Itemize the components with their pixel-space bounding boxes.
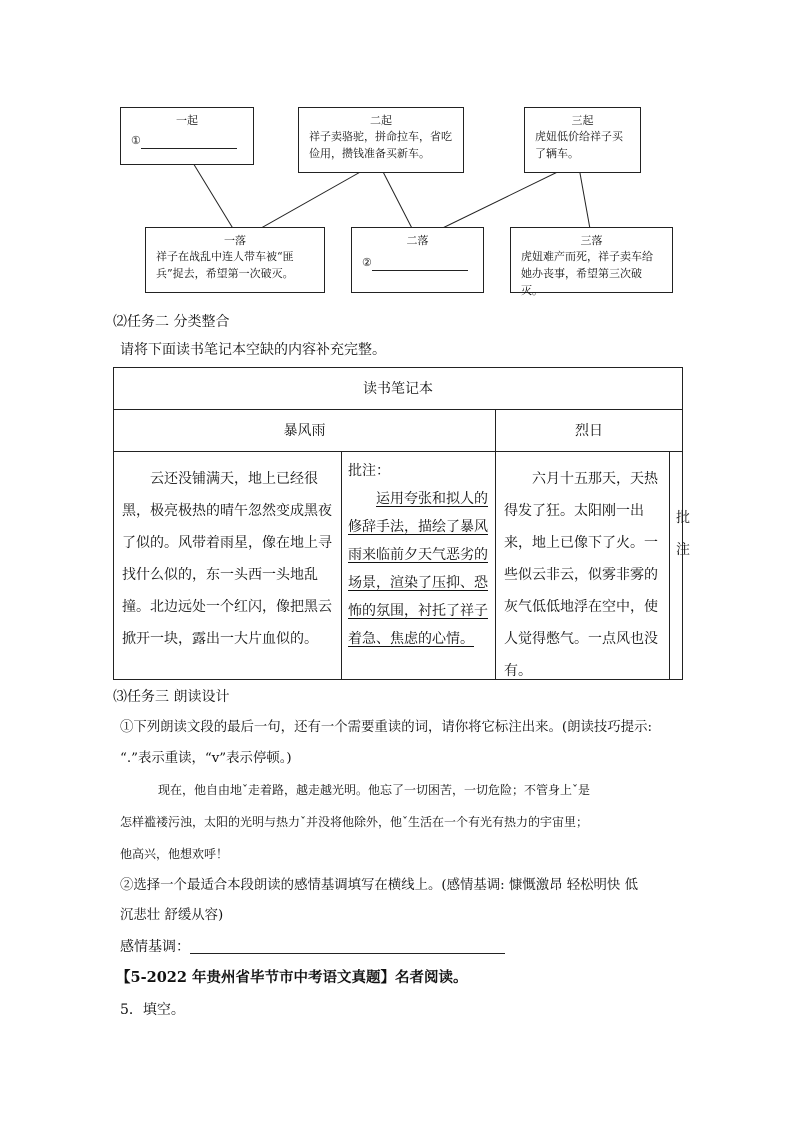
sun-passage-cell bbox=[496, 452, 670, 679]
circle-number-2: ② bbox=[362, 256, 372, 269]
box-yiluo bbox=[145, 227, 325, 293]
box-erqi bbox=[298, 107, 464, 173]
task3-q2-line1: ②选择一个最适合本段朗读的感情基调填写在横线上。(感情基调: 慷慨激昂 轻松明快 低 bbox=[120, 878, 638, 893]
circle-number-1: ① bbox=[131, 134, 141, 147]
task3-q2-line2: 沉悲壮 舒缓从容) bbox=[120, 908, 224, 923]
box-sanqi-title: 三起 bbox=[571, 114, 594, 127]
notebook-title: 读书笔记本 bbox=[363, 381, 433, 397]
box-yiqi-title: 一起 bbox=[176, 114, 198, 127]
sun-header-cell bbox=[496, 410, 682, 452]
question-5: 5．填空。 bbox=[120, 1002, 185, 1018]
annotation-cell bbox=[342, 452, 496, 679]
storm-header-cell bbox=[114, 410, 496, 452]
cutoff-char-1: 批 bbox=[676, 510, 690, 526]
box-sanluo-text: 虎妞难产而死，祥子卖车给她办丧事，希望第三次破灭。 bbox=[521, 250, 653, 297]
storm-header: 暴风雨 bbox=[283, 423, 326, 439]
sun-passage: 六月十五那天，天热得发了狂。太阳刚一出来，地上已像下了火。一些似云非云，似雾非雾的灰气低低地浮在空中，使人觉得憋气。一点风也没有。 bbox=[504, 471, 658, 679]
reading-notebook-table bbox=[113, 367, 690, 680]
emotion-label: 感情基调： bbox=[120, 939, 190, 955]
cutoff-column bbox=[670, 452, 690, 679]
reading-passage-line3: 他高兴，他想欢呼！ bbox=[120, 847, 229, 861]
box-erqi-title: 二起 bbox=[370, 114, 392, 127]
box-sanluo bbox=[510, 227, 673, 297]
annotation-text: 运用夸张和拟人的修辞手法，描绘了暴风雨来临前夕天气恶劣的场景，渲染了压抑、恐怖的氛围，衬托了祥子着急、焦虑的心情。 bbox=[348, 491, 488, 647]
task2-instruction: 请将下面读书笔记本空缺的内容补充完整。 bbox=[120, 342, 386, 358]
task3-q1-line2: “.”表示重读，“v”表示停顿。) bbox=[120, 751, 292, 766]
cutoff-char-2: 注 bbox=[676, 542, 690, 558]
box-erluo-title: 二落 bbox=[406, 234, 429, 247]
annotation-label: 批注： bbox=[348, 463, 390, 479]
answer-blank-2[interactable] bbox=[372, 258, 468, 271]
sun-header: 烈日 bbox=[575, 423, 603, 439]
emotion-answer-blank[interactable] bbox=[190, 953, 505, 954]
section5-title: 【5-2022 年贵州省毕节市中考语文真题】名者阅读。 bbox=[116, 969, 468, 986]
box-sanluo-title: 三落 bbox=[580, 234, 603, 247]
storm-passage-cell bbox=[114, 452, 342, 679]
box-erqi-text: 祥子卖骆驼，拼命拉车，省吃俭用，攒钱准备买新车。 bbox=[309, 130, 452, 160]
box-sanqi-text: 虎妞低价给祥子买了辆车。 bbox=[535, 130, 623, 160]
box-yiluo-title: 一落 bbox=[224, 234, 246, 247]
answer-blank-1[interactable] bbox=[141, 136, 237, 149]
notebook-title-cell bbox=[114, 368, 682, 410]
storm-passage: 云还没铺满天，地上已经很黑，极亮极热的晴午忽然变成黑夜了似的。风带着雨星，像在地上寻找什么似的，东一头西一头地乱撞。北边远处一个红闪，像把黑云掀开一块，露出一大片血似的。 bbox=[122, 471, 332, 647]
reading-passage-line2: 怎样褴褛污浊，太阳的光明与热力ˇ并没将他除外，他ˇ生活在一个有光有热力的宇宙里； bbox=[120, 815, 589, 829]
task3-q1-line1: ①下列朗读文段的最后一句，还有一个需要重读的词，请你将它标注出来。(朗读技巧提示: bbox=[120, 720, 652, 735]
task3-heading: ⑶任务三 朗读设计 bbox=[113, 689, 230, 705]
box-yiluo-text: 祥子在战乱中连人带车被“匪兵”捉去，希望第一次破灭。 bbox=[156, 250, 294, 280]
box-yiqi bbox=[120, 107, 254, 165]
box-sanqi bbox=[524, 107, 641, 173]
task2-heading: ⑵任务二 分类整合 bbox=[113, 314, 230, 330]
box-erluo bbox=[351, 227, 484, 293]
reading-passage-line1: 现在，他自由地ˇ走着路，越走越光明。他忘了一切困苦，一切危险；不管身上ˇ是 bbox=[158, 783, 591, 797]
